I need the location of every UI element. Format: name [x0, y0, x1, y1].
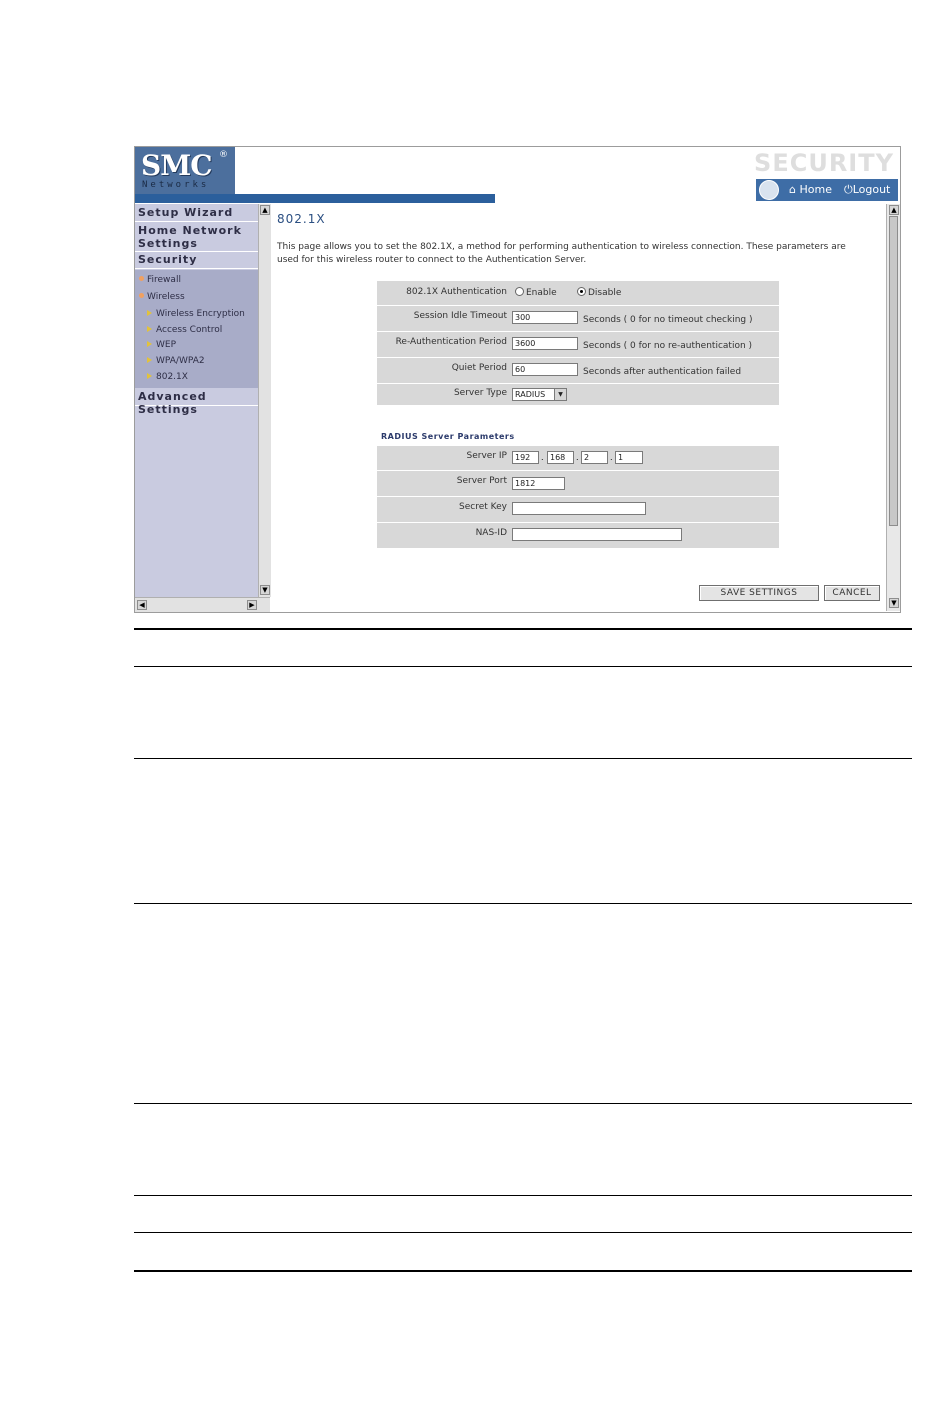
table-rule [134, 628, 912, 630]
quiet-period-note: Seconds after authentication failed [583, 367, 742, 377]
sidebar-item-wireless-encryption[interactable] [147, 309, 245, 319]
reauth-label: Re-Authentication Period [395, 337, 507, 347]
sidebar-item-label: Firewall [147, 275, 181, 285]
home-icon: ⌂ [789, 183, 796, 196]
scroll-up-icon[interactable]: ▲ [260, 205, 270, 215]
scroll-down-icon[interactable]: ▼ [889, 598, 899, 608]
sidebar-item-wpa-wpa2[interactable] [147, 356, 205, 366]
table-rule [134, 1103, 912, 1104]
content-vertical-scrollbar[interactable] [886, 204, 901, 611]
home-link[interactable] [789, 183, 832, 196]
arrow-right-icon [147, 341, 152, 347]
header-divider-bar [135, 194, 495, 203]
server-ip-octet-4[interactable]: 1 [615, 451, 643, 464]
scroll-left-icon[interactable]: ◀ [137, 600, 147, 610]
session-idle-note: Seconds ( 0 for no timeout checking ) [583, 315, 753, 325]
secret-key-row [377, 497, 779, 523]
secret-key-input[interactable] [512, 502, 646, 515]
sidebar-item-wep[interactable] [147, 340, 176, 350]
auth-disable-radio[interactable] [577, 287, 621, 298]
scroll-right-icon[interactable]: ▶ [247, 600, 257, 610]
server-port-row [377, 471, 779, 497]
sidebar-horizontal-scrollbar[interactable] [135, 597, 270, 612]
section-title: SECURITY [754, 149, 894, 177]
server-ip-octet-2[interactable]: 168 [547, 451, 574, 464]
sidebar [135, 204, 258, 597]
session-idle-row [377, 306, 779, 332]
power-icon: ⏻ [844, 183, 853, 196]
sidebar-item-advanced-settings[interactable]: Advanced Settings [135, 390, 258, 406]
globe-icon [759, 180, 779, 200]
sidebar-item-access-control[interactable] [147, 325, 222, 335]
scrollbar-thumb[interactable] [889, 216, 898, 526]
quiet-period-row [377, 358, 779, 384]
arrow-right-icon [147, 357, 152, 363]
home-label: Home [799, 183, 832, 196]
top-navigation [755, 178, 899, 202]
reauth-input[interactable]: 3600 [512, 337, 578, 350]
ip-dot: . [610, 453, 613, 462]
sidebar-item-firewall[interactable] [139, 275, 181, 285]
arrow-right-icon [147, 326, 152, 332]
arrow-right-icon [147, 310, 152, 316]
bullet-icon [139, 276, 144, 281]
nas-id-row [377, 523, 779, 548]
auth-label: 802.1X Authentication [406, 287, 507, 297]
session-idle-label: Session Idle Timeout [413, 311, 507, 321]
server-type-row [377, 384, 779, 405]
sidebar-item-label: WEP [156, 340, 177, 350]
radius-section-heading: RADIUS Server Parameters [381, 432, 515, 441]
logout-label: Logout [852, 183, 891, 196]
reauth-row [377, 332, 779, 358]
auth-settings-table [377, 281, 779, 405]
sidebar-item-label: 802.1X [156, 372, 188, 382]
page-title: 802.1X [277, 212, 326, 226]
auth-row [377, 281, 779, 306]
sidebar-item-label: Wireless [147, 292, 185, 302]
logout-link[interactable] [844, 183, 890, 197]
scroll-up-icon[interactable]: ▲ [889, 205, 899, 215]
table-rule [134, 758, 912, 759]
page-description: This page allows you to set the 802.1X, a method for performing authentication to wireless connection. These parameters are used for this wireless router to connect to the Authentication Server. [277, 242, 846, 265]
sidebar-item-label: Wireless Encryption [156, 309, 245, 319]
radio-checked-icon [577, 287, 586, 296]
sidebar-item-wireless[interactable] [139, 292, 185, 302]
nas-id-input[interactable] [512, 528, 682, 541]
server-ip-row [377, 446, 779, 471]
reauth-note: Seconds ( 0 for no re-authentication ) [583, 341, 753, 351]
server-port-label: Server Port [456, 476, 507, 486]
ip-dot: . [541, 453, 544, 462]
table-rule [134, 666, 912, 667]
server-port-input[interactable]: 1812 [512, 477, 565, 490]
cancel-button[interactable]: CANCEL [824, 585, 880, 601]
nas-id-label: NAS-ID [475, 528, 507, 538]
scroll-down-icon[interactable]: ▼ [260, 585, 270, 595]
logo-text: SMC [141, 149, 212, 182]
server-type-select[interactable] [512, 388, 567, 401]
bullet-icon [139, 293, 144, 298]
radio-icon [515, 287, 524, 296]
arrow-right-icon [147, 373, 152, 379]
server-ip-label: Server IP [466, 451, 507, 461]
table-rule [134, 1232, 912, 1233]
main-content [271, 204, 886, 611]
sidebar-item-label: WPA/WPA2 [156, 356, 205, 366]
radius-settings-table [377, 446, 779, 548]
auth-disable-label: Disable [588, 288, 622, 298]
server-ip-octet-1[interactable]: 192 [512, 451, 539, 464]
table-rule [134, 1270, 912, 1272]
logo-subtitle: Networks [142, 180, 210, 190]
sidebar-item-label: Access Control [156, 325, 223, 335]
ip-dot: . [576, 453, 579, 462]
server-ip-octet-3[interactable]: 2 [581, 451, 608, 464]
chevron-down-icon: ▼ [554, 389, 566, 400]
quiet-period-input[interactable]: 60 [512, 363, 578, 376]
secret-key-label: Secret Key [459, 502, 507, 512]
session-idle-input[interactable]: 300 [512, 311, 578, 324]
quiet-period-label: Quiet Period [451, 363, 507, 373]
auth-enable-radio[interactable] [515, 287, 557, 298]
sidebar-vertical-scrollbar[interactable] [258, 204, 271, 597]
smc-logo [135, 147, 235, 194]
logo-registered-mark: ® [219, 150, 228, 160]
sidebar-item-setup-wizard[interactable]: Setup Wizard [135, 206, 258, 222]
sidebar-item-802-1x[interactable] [147, 372, 188, 382]
save-settings-button[interactable]: SAVE SETTINGS [699, 585, 819, 601]
auth-enable-label: Enable [526, 288, 557, 298]
sidebar-item-home-network-settings[interactable]: Home Network Settings [135, 223, 258, 252]
router-admin-window [134, 146, 901, 613]
table-rule [134, 1195, 912, 1196]
table-rule [134, 903, 912, 904]
server-type-label: Server Type [453, 388, 507, 398]
sidebar-item-security[interactable]: Security [135, 253, 258, 269]
server-type-value: RADIUS [515, 390, 546, 399]
